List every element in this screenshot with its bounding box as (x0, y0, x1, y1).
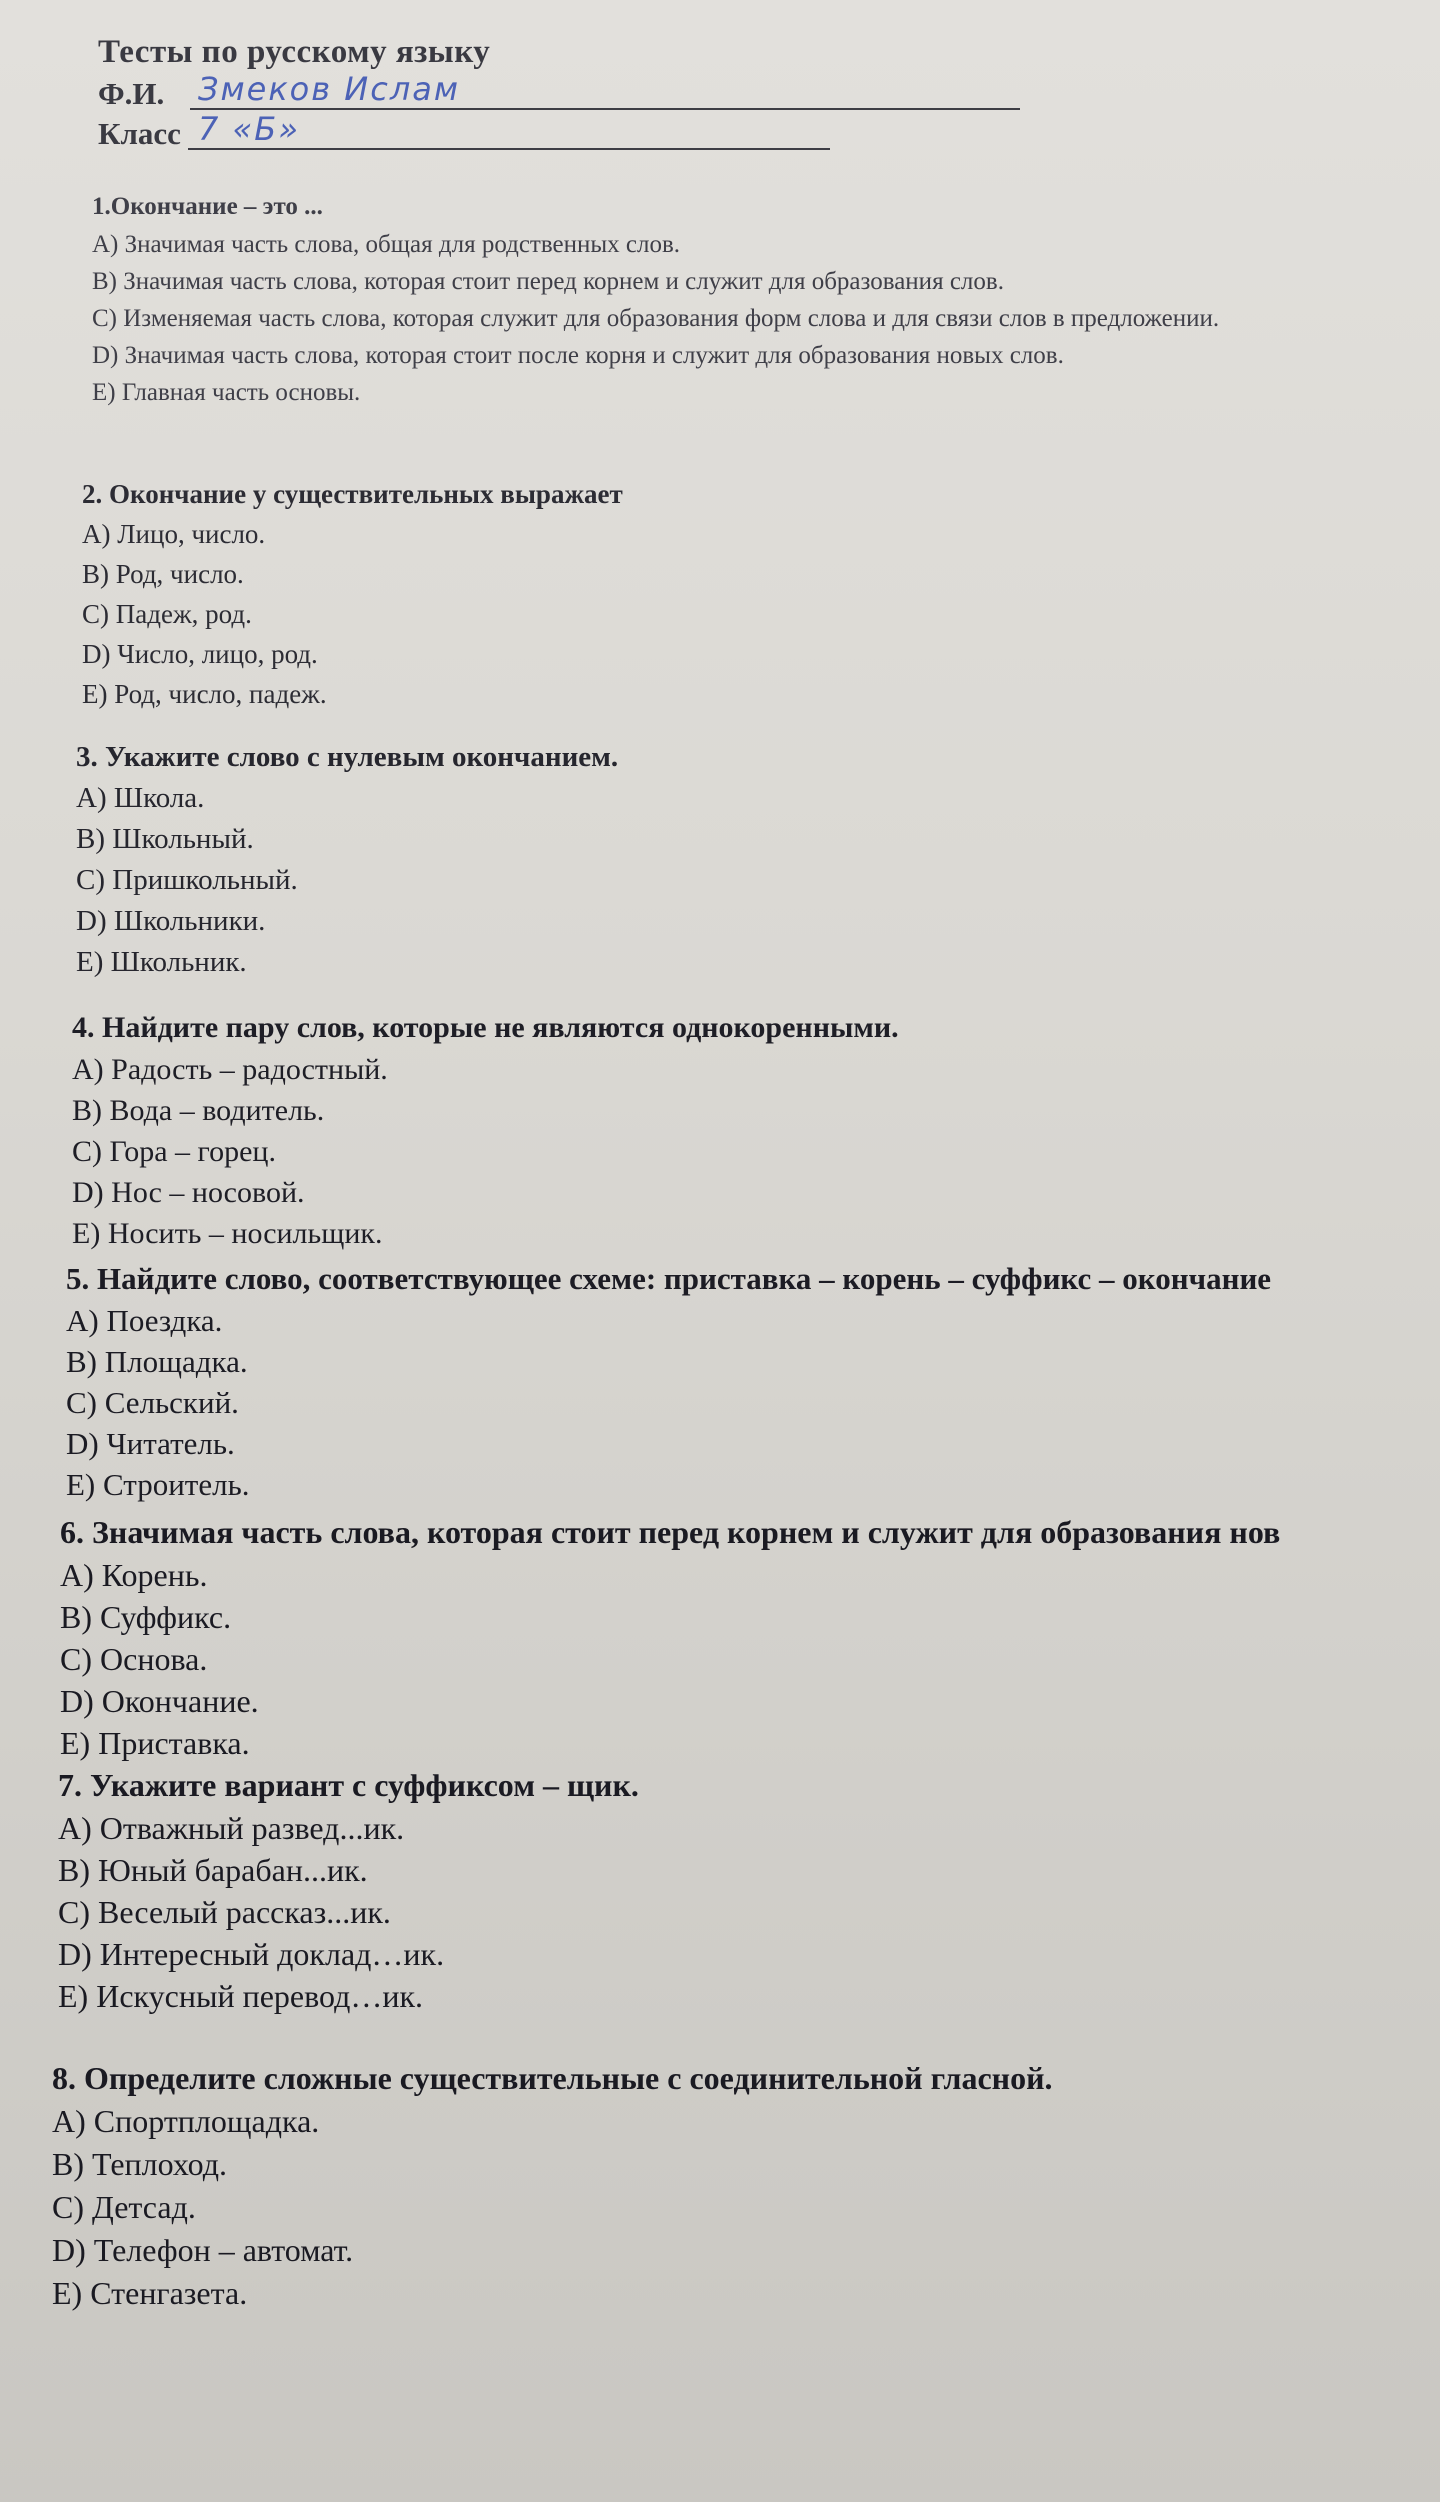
answer-option-d: D) Интересный доклад…ик. (58, 1936, 445, 1972)
answer-option-a: A) Поездка. (66, 1303, 223, 1338)
answer-option-a: A) Значимая часть слова, общая для родственных слов. (92, 231, 681, 258)
class-underline (188, 148, 830, 150)
question-title: 7. Укажите вариант с суффиксом – щик. (58, 1767, 639, 1803)
answer-option-d: D) Окончание. (60, 1683, 259, 1719)
answer-option-d: D) Школьники. (76, 905, 266, 937)
answer-option-d: D) Число, лицо, род. (82, 639, 318, 669)
answer-option-d: D) Читатель. (66, 1426, 235, 1461)
question-8 (52, 2056, 1053, 2315)
name-label: Ф.И. (98, 76, 165, 111)
class-label: Класс (98, 116, 181, 151)
class-handwritten-value: 7 «Б» (198, 110, 300, 148)
answer-option-c: C) Детсад. (52, 2189, 196, 2225)
answer-option-c: C) Основа. (60, 1641, 208, 1677)
answer-option-d: D) Нос – носовой. (72, 1176, 305, 1209)
class-field (98, 110, 998, 154)
answer-option-e: E) Школьник. (76, 946, 247, 978)
question-7 (58, 1763, 639, 2017)
question-title: 5. Найдите слово, соответствующее схеме: приставка – корень – суффикс – окончание (66, 1261, 1272, 1296)
document-title: Тесты по русскому языку (98, 34, 491, 70)
answer-option-c: C) Гора – горец. (72, 1135, 276, 1168)
question-1 (92, 188, 1392, 411)
question-title: 1.Окончание – это ... (92, 193, 323, 220)
answer-option-e: E) Искусный перевод…ик. (58, 1978, 424, 2014)
question-title: 8. Определите сложные существительные с соединительной гласной. (52, 2060, 1053, 2096)
answer-option-b: B) Теплоход. (52, 2146, 227, 2182)
question-4 (72, 1006, 899, 1254)
answer-option-e: E) Носить – носильщик. (72, 1217, 383, 1250)
question-6 (60, 1510, 1280, 1764)
answer-option-b: B) Вода – водитель. (72, 1094, 325, 1127)
answer-option-a: A) Отважный развед...ик. (58, 1810, 405, 1846)
question-title: 2. Окончание у существительных выражает (82, 479, 623, 509)
answer-option-e: E) Род, число, падеж. (82, 679, 327, 709)
name-underline (190, 108, 1020, 110)
question-2 (82, 474, 623, 714)
answer-option-b: B) Род, число. (82, 559, 244, 589)
answer-option-a: A) Лицо, число. (82, 519, 266, 549)
sheet-header (98, 30, 998, 154)
question-title: 6. Значимая часть слова, которая стоит перед корнем и служит для образования нов (60, 1514, 1281, 1550)
question-3 (76, 736, 618, 983)
answer-option-b: B) Площадка. (66, 1344, 248, 1379)
answer-option-c: C) Веселый рассказ...ик. (58, 1894, 391, 1930)
answer-option-c: C) Пришкольный. (76, 864, 298, 896)
name-field (98, 70, 998, 114)
answer-option-a: A) Спортплощадка. (52, 2103, 320, 2139)
answer-option-a: A) Корень. (60, 1557, 208, 1593)
answer-option-b: B) Юный барабан...ик. (58, 1852, 368, 1888)
answer-option-c: C) Падеж, род. (82, 599, 252, 629)
question-title: 3. Укажите слово с нулевым окончанием. (76, 741, 619, 773)
question-title: 4. Найдите пару слов, которые не являются однокоренными. (72, 1011, 899, 1044)
answer-option-c: C) Изменяемая часть слова, которая служит для образования форм слова и для связи слов в предложении. (92, 305, 1220, 332)
answer-option-d: D) Телефон – автомат. (52, 2232, 354, 2268)
answer-option-a: A) Школа. (76, 782, 205, 814)
answer-option-e: E) Стенгазета. (52, 2275, 248, 2311)
answer-option-b: B) Школьный. (76, 823, 254, 855)
answer-option-b: B) Значимая часть слова, которая стоит перед корнем и служит для образования слов. (92, 268, 1004, 295)
answer-option-e: E) Строитель. (66, 1467, 250, 1502)
question-5 (66, 1257, 1271, 1505)
answer-option-a: A) Радость – радостный. (72, 1053, 388, 1086)
name-handwritten-value: Змеков Ислам (198, 70, 461, 108)
answer-option-b: B) Суффикс. (60, 1599, 232, 1635)
answer-option-e: E) Приставка. (60, 1725, 250, 1761)
answer-option-d: D) Значимая часть слова, которая стоит после корня и служит для образования новых слов. (92, 342, 1064, 369)
answer-option-e: E) Главная часть основы. (92, 379, 361, 406)
answer-option-c: C) Сельский. (66, 1385, 239, 1420)
